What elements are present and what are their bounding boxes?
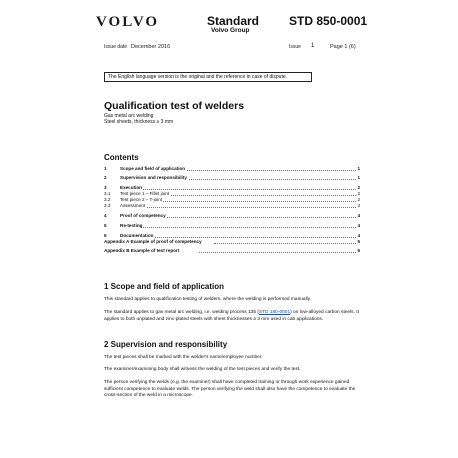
toc-item[interactable]: 3.2 Test piece 2 – T-joint 2	[104, 197, 360, 202]
issue-date-label: Issue date	[104, 44, 128, 50]
issue-label: Issue	[289, 44, 301, 50]
toc-item[interactable]: 3.1 Test piece 1 – Fillet joint 2	[104, 191, 360, 196]
standard-label: Standard	[207, 14, 260, 28]
language-notice-box: The English language version is the original and the reference in case of dispute.	[104, 72, 312, 82]
toc-item[interactable]: 3.3 Assessment 3	[104, 203, 360, 208]
contents-heading: Contents	[104, 153, 139, 162]
toc-leader	[124, 189, 356, 190]
section-1-heading: 1 Scope and field of application	[104, 282, 225, 291]
issue-date-value: December 2016	[131, 43, 171, 50]
toc-leader	[214, 243, 356, 244]
volvo-logo: VOLVO	[96, 14, 160, 30]
document-title: Qualification test of welders	[104, 100, 245, 112]
toc-item[interactable]: 2 Supervision and responsibility 1	[104, 175, 360, 180]
toc-leader	[124, 237, 356, 238]
issue-value: 1	[311, 43, 315, 49]
toc-leader	[124, 207, 356, 208]
section-2-heading: 2 Supervision and responsibility	[104, 340, 228, 349]
toc-item[interactable]: 5 Re-testing 4	[104, 223, 360, 228]
page-number: Page 1 (6)	[330, 43, 356, 50]
toc-item[interactable]: 6 Documentation 4	[104, 233, 360, 238]
toc-item[interactable]: 3 Execution 2	[104, 185, 360, 190]
table-of-contents	[104, 166, 361, 254]
section-1-paragraph-2: The standard applies to gas metal arc welding, i.e. welding process 135 (STD 180-0001) on low-alloyed carbon steels. It applies to both unplated and zinc-plated steels with sheet thicknesses ≥ 3 mm used in cab applications.	[104, 310, 359, 322]
section-2-paragraph-2: The examiner/examining body shall witness the welding of the test pieces and verify the test.	[104, 367, 301, 372]
toc-item[interactable]: Appendix B Example of test report 6	[104, 248, 360, 253]
std-180-0001-link[interactable]: STD 180-0001	[258, 310, 291, 315]
toc-item[interactable]: 1 Scope and field of application 1	[104, 166, 360, 171]
toc-item[interactable]: Appendix A Example of proof of competency 5	[104, 239, 360, 244]
document-subtitle-process: Gas metal arc welding	[104, 113, 154, 119]
section-2-paragraph-1: The test pieces shall be marked with the welder's name/employee number.	[104, 355, 263, 360]
standard-number: STD 850-0001	[289, 14, 368, 28]
section-1-paragraph-1: This standard applies to qualification testing of welders, where the welding is performed manually.	[104, 297, 312, 302]
section-2-paragraph-3: The person verifying the welds (e.g. the examiner) shall have completed training or through work experience gained sufficient competence to evaluate welds. The person verifying the weld shall also have the competence to evaluate the cross-section of the weld in a microscope.	[104, 380, 356, 398]
toc-item[interactable]: 4 Proof of competency 4	[104, 213, 360, 218]
group-label: Volvo Group	[211, 27, 250, 34]
document-subtitle-material: Steel sheets, thickness ≥ 3 mm	[104, 119, 174, 125]
toc-leader	[124, 227, 356, 228]
toc-leader	[199, 252, 356, 253]
